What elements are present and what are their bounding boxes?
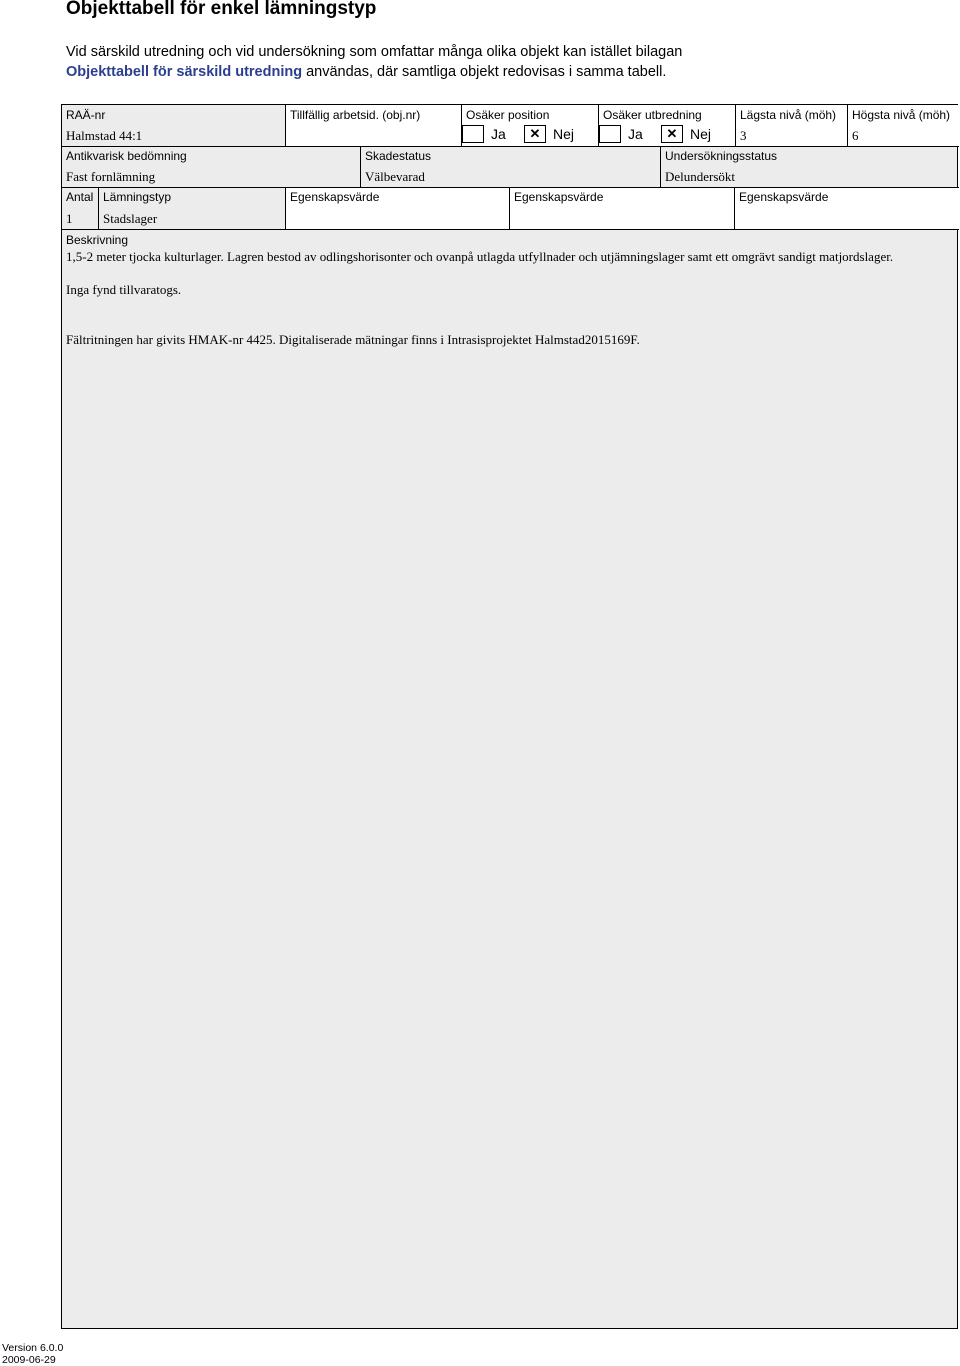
object-form	[61, 104, 958, 1329]
divider	[360, 146, 361, 187]
divider	[735, 105, 736, 146]
raa-nr-label: RAÄ-nr	[66, 108, 106, 122]
osaker-utbredning-ja-checkbox[interactable]	[599, 125, 621, 143]
page-title: Objekttabell för enkel lämningstyp	[66, 0, 377, 19]
row-divider-1	[62, 146, 959, 147]
hogsta-niva-label: Högsta nivå (möh)	[852, 108, 951, 122]
divider	[98, 187, 99, 229]
egenskapsvarde-2-label: Egenskapsvärde	[514, 190, 604, 204]
divider	[509, 187, 510, 229]
beskrivning-line-1: 1,5-2 meter tjocka kulturlager. Lagren bestod av odlingshorisonter och ovanpå utlagda utfyllnader och utjämningslager samt ett omgrävt sandigt matjordslager.	[66, 249, 894, 264]
egenskapsvarde-3-label: Egenskapsvärde	[739, 190, 829, 204]
divider	[285, 105, 286, 146]
osaker-position-ja-checkbox[interactable]	[462, 125, 484, 143]
lagsta-niva-value[interactable]: 3	[740, 128, 747, 143]
undersokningsstatus-value[interactable]: Delundersökt	[665, 169, 736, 184]
version-date: 2009-06-29	[2, 1354, 56, 1366]
raa-nr-value[interactable]: Halmstad 44:1	[66, 128, 143, 143]
divider	[847, 105, 848, 146]
lagsta-niva-label: Lägsta nivå (möh)	[740, 108, 837, 122]
beskrivning-label: Beskrivning	[66, 233, 129, 247]
beskrivning-line-2: Inga fynd tillvaratogs.	[66, 282, 182, 297]
beskrivning-line-3: Fältritningen har givits HMAK-nr 4425. Digitaliserade mätningar finns i Intrasisprojektet Halmstad2015169F.	[66, 332, 640, 347]
divider	[285, 187, 286, 229]
osaker-position-ja-label: Ja	[491, 126, 506, 142]
row3-white-area	[285, 187, 958, 229]
osaker-position-label: Osäker position	[466, 108, 550, 122]
hogsta-niva-value[interactable]: 6	[852, 128, 859, 143]
lamningstyp-value[interactable]: Stadslager	[103, 211, 158, 226]
tillfallig-arbetsid-label: Tillfällig arbetsid. (obj.nr)	[290, 108, 421, 122]
intro-text	[66, 42, 682, 82]
osaker-utbredning-label: Osäker utbredning	[603, 108, 702, 122]
divider	[660, 146, 661, 187]
skadestatus-label: Skadestatus	[365, 149, 432, 163]
antal-value[interactable]: 1	[66, 211, 73, 226]
osaker-position-nej-checkbox[interactable]: ✕	[524, 125, 546, 143]
divider	[734, 187, 735, 229]
osaker-utbredning-ja-label: Ja	[628, 126, 643, 142]
egenskapsvarde-1-label: Egenskapsvärde	[290, 190, 380, 204]
skadestatus-value[interactable]: Välbevarad	[365, 169, 425, 184]
row-divider-3	[62, 229, 959, 230]
intro-line-2-rest: användas, där samtliga objekt redovisas i samma tabell.	[302, 64, 667, 80]
intro-line-2	[66, 62, 682, 82]
antikvarisk-bedomning-label: Antikvarisk bedömning	[66, 149, 187, 163]
intro-line-1: Vid särskild utredning och vid undersökning som omfattar många olika objekt kan istället bilagan	[66, 44, 683, 60]
osaker-utbredning-nej-label: Nej	[690, 126, 712, 142]
undersokningsstatus-label: Undersökningsstatus	[665, 149, 778, 163]
lamningstyp-label: Lämningstyp	[103, 190, 172, 204]
appendix-link[interactable]: Objekttabell för särskild utredning	[66, 64, 303, 80]
antikvarisk-bedomning-value[interactable]: Fast fornlämning	[66, 169, 156, 184]
antal-label: Antal	[66, 190, 94, 204]
row-divider-2	[62, 187, 959, 188]
version-text: Version 6.0.0	[2, 1342, 64, 1354]
osaker-utbredning-nej-checkbox[interactable]: ✕	[661, 125, 683, 143]
osaker-position-nej-label: Nej	[553, 126, 575, 142]
